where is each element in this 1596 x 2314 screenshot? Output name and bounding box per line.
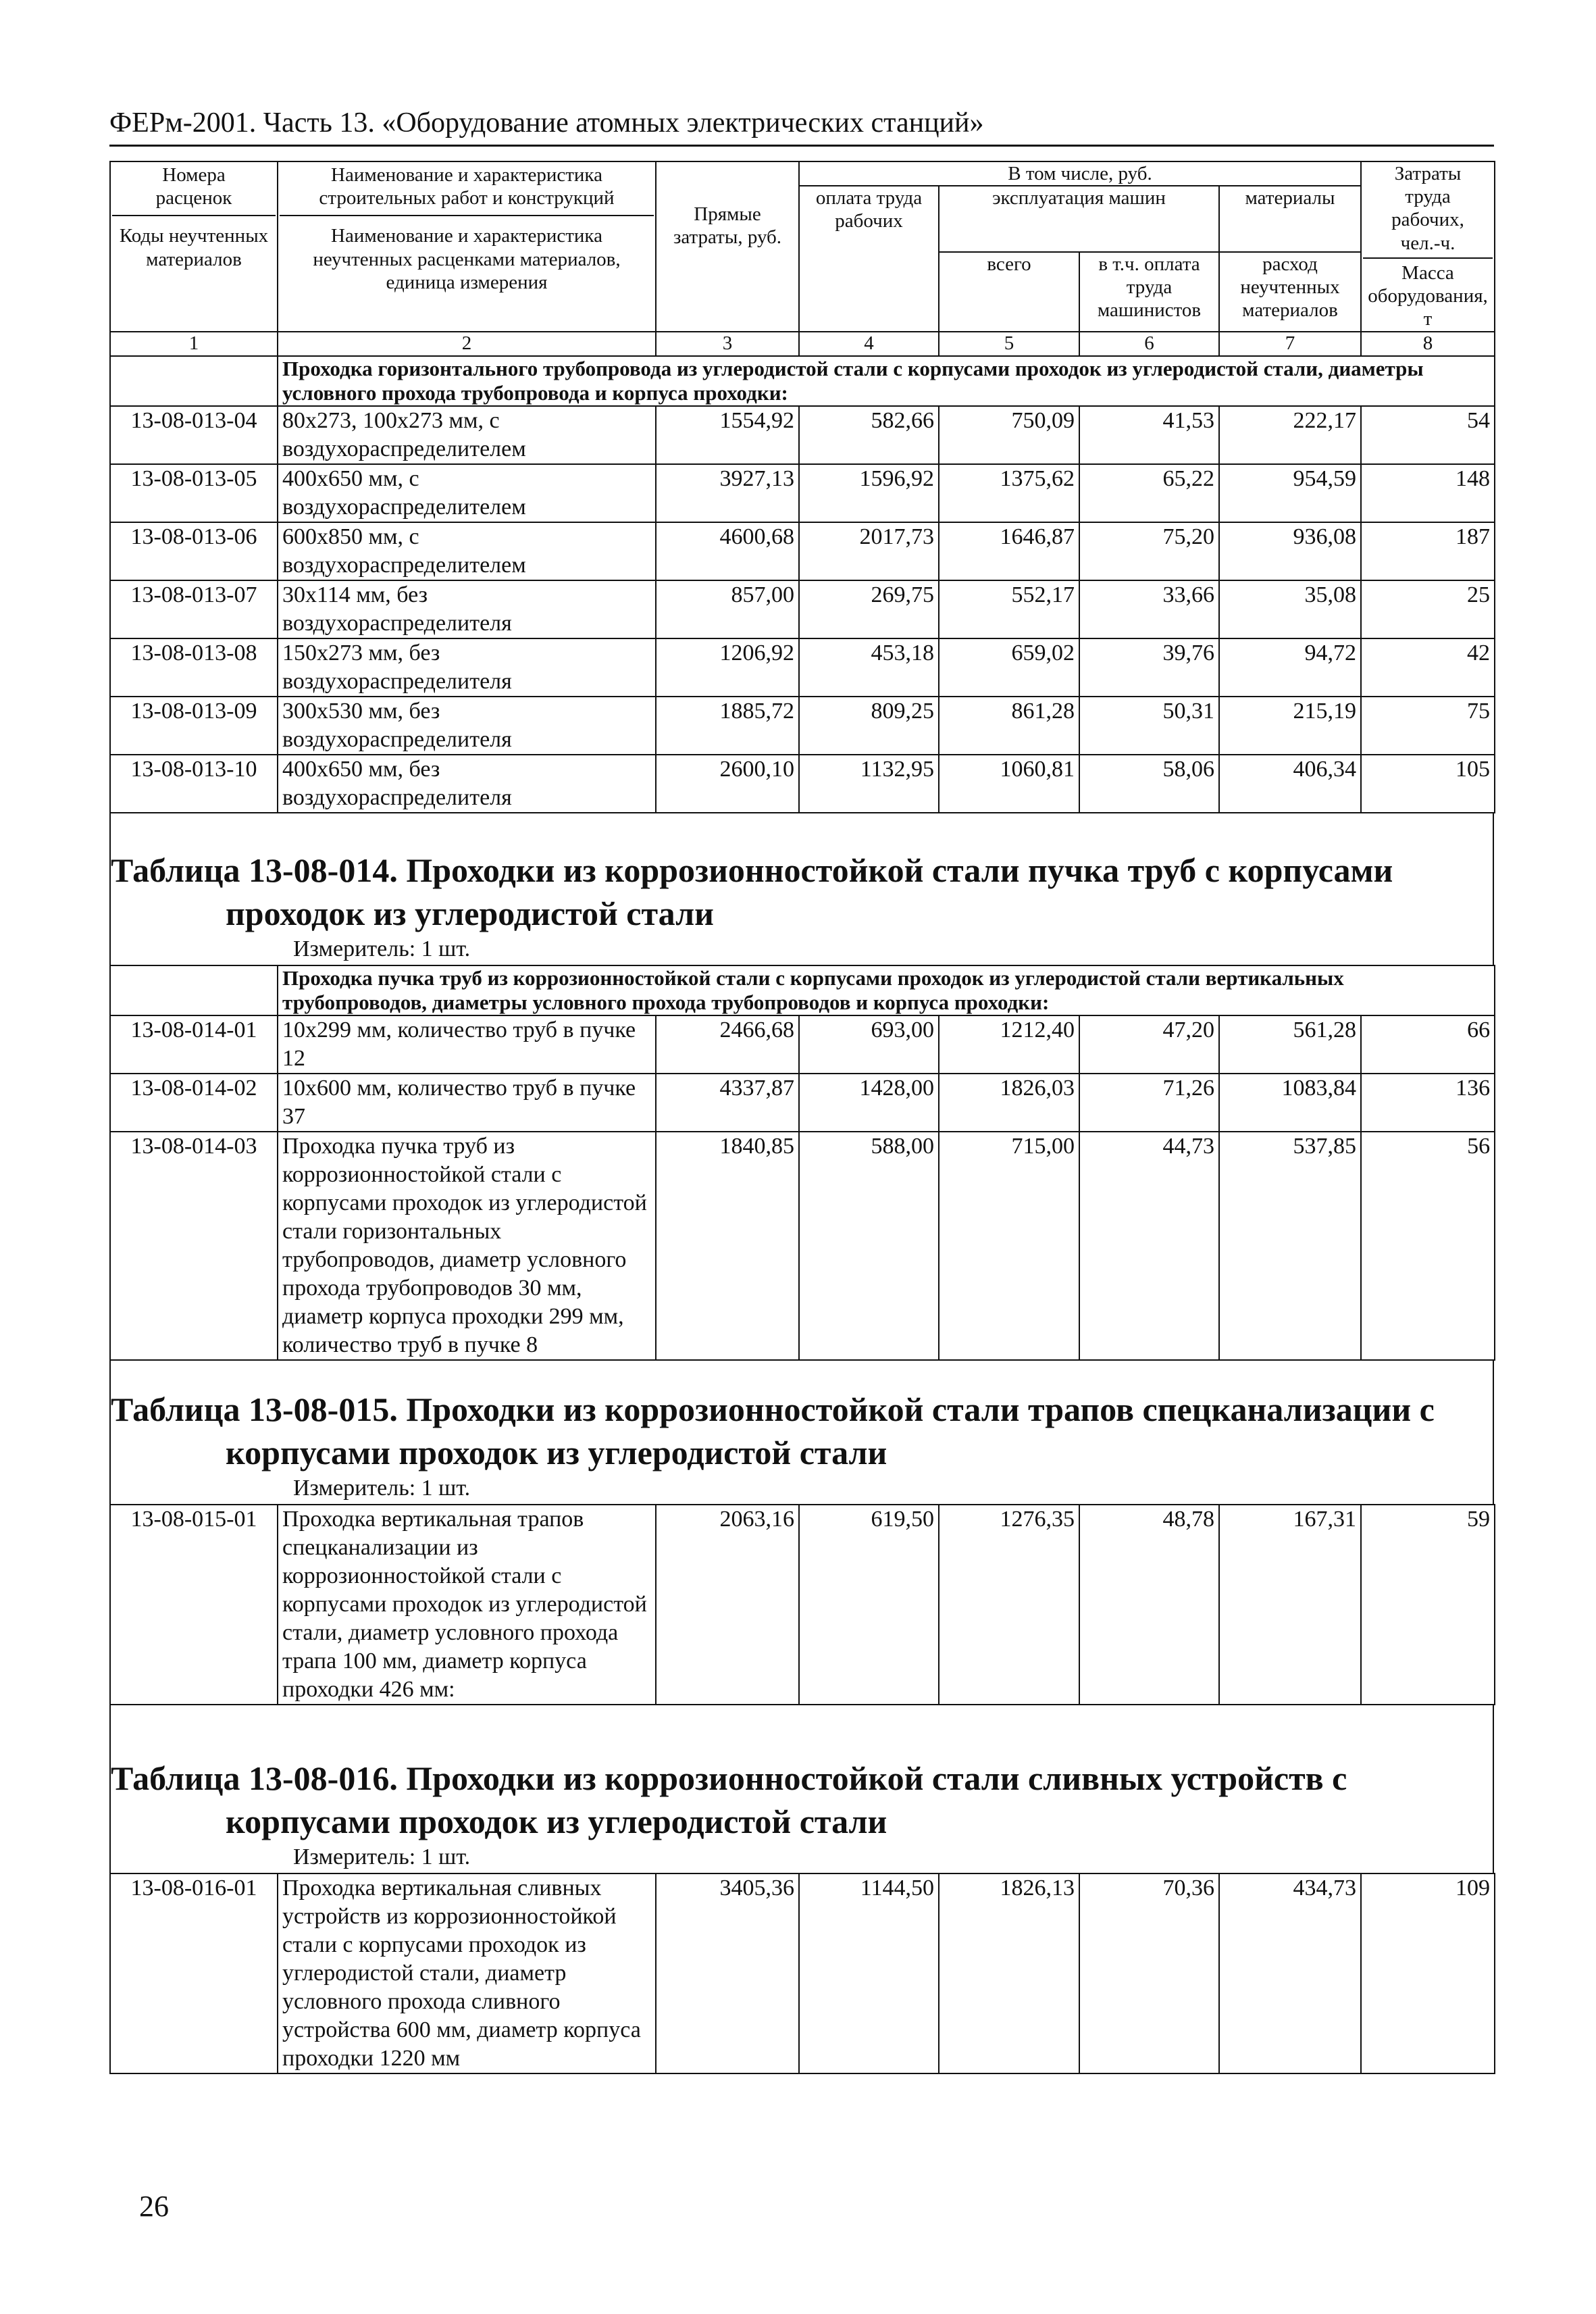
row-direct-cost: 4600,68 <box>656 522 799 580</box>
table-row <box>110 755 1495 813</box>
row-name: 400х650 мм, без воздухораспределителя <box>278 755 656 813</box>
exploitation-header: эксплуатация машин <box>939 186 1219 251</box>
col1-header <box>110 161 278 332</box>
row-labor-hours: 25 <box>1361 580 1495 638</box>
row-materials-cost: 434,73 <box>1219 1873 1361 2073</box>
row-labor-hours: 109 <box>1361 1873 1495 2073</box>
table-row <box>110 1132 1495 1360</box>
row-name: 80х273, 100х273 мм, с воздухораспределителем <box>278 406 656 464</box>
row-name: Проходка вертикальная сливных устройств из коррозионностойкой стали с корпусами проходок из углеродистой стали, диаметр условного прохода сливного устройства 600 мм, диаметр корпуса проходки 1220 мм <box>278 1873 656 2073</box>
row-name: 30х114 мм, без воздухораспределителя <box>278 580 656 638</box>
column-number: 4 <box>799 332 939 356</box>
row-materials-cost: 406,34 <box>1219 755 1361 813</box>
row-code: 13-08-014-02 <box>110 1074 278 1132</box>
column-number: 2 <box>278 332 656 356</box>
row-labor-cost: 1596,92 <box>799 464 939 522</box>
row-direct-cost: 1885,72 <box>656 697 799 755</box>
col2-top-label: Наименование и характеристика строительных работ и конструкций <box>319 164 615 209</box>
col3-header: Прямые затраты, руб. <box>656 161 799 332</box>
table-row <box>110 1074 1495 1132</box>
col8-top-label: Затраты труда рабочих, чел.-ч. <box>1391 163 1464 254</box>
group-header: В том числе, руб. <box>799 161 1361 186</box>
row-materials-cost: 222,17 <box>1219 406 1361 464</box>
col2-bottom-label: Наименование и характеристика неучтенных расценками материалов, единица измерения <box>313 225 621 293</box>
row-machines-cost: 1826,13 <box>939 1873 1079 2073</box>
row-materials-cost: 936,08 <box>1219 522 1361 580</box>
row-materials-cost: 537,85 <box>1219 1132 1361 1360</box>
row-labor-cost: 588,00 <box>799 1132 939 1360</box>
row-operators-cost: 33,66 <box>1079 580 1219 638</box>
table-014-measure: Измеритель: 1 шт. <box>293 936 471 961</box>
row-operators-cost: 39,76 <box>1079 638 1219 697</box>
col6-header: в т.ч. оплата труда машинистов <box>1079 252 1219 332</box>
table-row <box>110 406 1495 464</box>
document-body <box>109 161 1494 2074</box>
row-labor-hours: 136 <box>1361 1074 1495 1132</box>
row-operators-cost: 41,53 <box>1079 406 1219 464</box>
row-materials-cost: 94,72 <box>1219 638 1361 697</box>
table-014-title-block <box>109 813 1494 965</box>
table-row <box>110 697 1495 755</box>
row-operators-cost: 65,22 <box>1079 464 1219 522</box>
table-row <box>110 1015 1495 1074</box>
section-heading: Проходка горизонтального трубопровода из углеродистой стали с корпусами проходок из углеродистой стали, диаметры условного прохода трубопровода и корпуса проходки: <box>278 356 1495 406</box>
row-machines-cost: 552,17 <box>939 580 1079 638</box>
row-labor-hours: 187 <box>1361 522 1495 580</box>
page-header: ФЕРм-2001. Часть 13. «Оборудование атомных электрических станций» <box>109 107 1494 147</box>
column-number: 8 <box>1361 332 1495 356</box>
table-014 <box>109 965 1495 1361</box>
row-labor-cost: 582,66 <box>799 406 939 464</box>
row-operators-cost: 70,36 <box>1079 1873 1219 2073</box>
row-machines-cost: 861,28 <box>939 697 1079 755</box>
row-code: 13-08-014-01 <box>110 1015 278 1074</box>
row-machines-cost: 1276,35 <box>939 1505 1079 1705</box>
table-016 <box>109 1873 1495 2074</box>
table-015-title-block <box>109 1361 1494 1504</box>
row-code: 13-08-013-05 <box>110 464 278 522</box>
col8-header <box>1361 161 1495 332</box>
col4-header: оплата труда рабочих <box>799 186 939 331</box>
table-016-title: Таблица 13-08-016. Проходки из коррозионностойкой стали сливных устройств с корпусами проходок из углеродистой стали <box>111 1759 1347 1840</box>
row-machines-cost: 1826,03 <box>939 1074 1079 1132</box>
row-direct-cost: 1206,92 <box>656 638 799 697</box>
row-direct-cost: 3927,13 <box>656 464 799 522</box>
row-labor-cost: 269,75 <box>799 580 939 638</box>
col1-bottom-label: Коды неучтенных материалов <box>119 225 269 270</box>
row-materials-cost: 167,31 <box>1219 1505 1361 1705</box>
row-labor-hours: 59 <box>1361 1505 1495 1705</box>
row-labor-cost: 809,25 <box>799 697 939 755</box>
row-machines-cost: 715,00 <box>939 1132 1079 1360</box>
row-machines-cost: 1646,87 <box>939 522 1079 580</box>
row-operators-cost: 47,20 <box>1079 1015 1219 1074</box>
materials-header: материалы <box>1219 186 1361 251</box>
row-name: Проходка пучка труб из коррозионностойкой стали с корпусами проходок из углеродистой стали горизонтальных трубопроводов, диаметр условного прохода трубопроводов 30 мм, диаметр корпуса проходки 299 мм, количество труб в пучке 8 <box>278 1132 656 1360</box>
col1-top-label: Номера расценок <box>155 164 232 209</box>
section-heading: Проходка пучка труб из коррозионностойкой стали с корпусами проходок из углеродистой стали вертикальных трубопроводов, диаметры условного прохода трубопроводов и корпуса проходки: <box>278 965 1495 1015</box>
row-name: 150х273 мм, без воздухораспределителя <box>278 638 656 697</box>
column-number: 5 <box>939 332 1079 356</box>
row-name: 10х600 мм, количество труб в пучке 37 <box>278 1074 656 1132</box>
row-code: 13-08-013-04 <box>110 406 278 464</box>
table-015-measure: Измеритель: 1 шт. <box>293 1475 471 1501</box>
row-code: 13-08-016-01 <box>110 1873 278 2073</box>
table-row <box>110 522 1495 580</box>
table-014-title: Таблица 13-08-014. Проходки из коррозионностойкой стали пучка труб с корпусами проходок из углеродистой стали <box>111 851 1393 932</box>
column-number: 3 <box>656 332 799 356</box>
section-013 <box>110 356 1495 813</box>
table-row <box>110 1873 1495 2073</box>
row-operators-cost: 71,26 <box>1079 1074 1219 1132</box>
row-code: 13-08-013-08 <box>110 638 278 697</box>
table-row <box>110 1505 1495 1705</box>
row-labor-hours: 148 <box>1361 464 1495 522</box>
row-materials-cost: 1083,84 <box>1219 1074 1361 1132</box>
row-operators-cost: 58,06 <box>1079 755 1219 813</box>
table-row <box>110 638 1495 697</box>
row-labor-hours: 75 <box>1361 697 1495 755</box>
col2-header <box>278 161 656 332</box>
row-materials-cost: 35,08 <box>1219 580 1361 638</box>
row-labor-cost: 1144,50 <box>799 1873 939 2073</box>
row-materials-cost: 561,28 <box>1219 1015 1361 1074</box>
col7-header: расход неучтенных материалов <box>1219 252 1361 332</box>
row-machines-cost: 750,09 <box>939 406 1079 464</box>
row-labor-cost: 2017,73 <box>799 522 939 580</box>
row-operators-cost: 48,78 <box>1079 1505 1219 1705</box>
row-name: 400х650 мм, с воздухораспределителем <box>278 464 656 522</box>
col8-bottom-label: Масса оборудования, т <box>1368 261 1488 330</box>
row-code: 13-08-013-06 <box>110 522 278 580</box>
column-number: 7 <box>1219 332 1361 356</box>
row-code: 13-08-015-01 <box>110 1505 278 1705</box>
row-name: 600х850 мм, с воздухораспределителем <box>278 522 656 580</box>
col5-header: всего <box>939 252 1079 332</box>
row-direct-cost: 4337,87 <box>656 1074 799 1132</box>
row-operators-cost: 75,20 <box>1079 522 1219 580</box>
row-code: 13-08-013-10 <box>110 755 278 813</box>
row-materials-cost: 215,19 <box>1219 697 1361 755</box>
row-labor-cost: 693,00 <box>799 1015 939 1074</box>
row-materials-cost: 954,59 <box>1219 464 1361 522</box>
row-machines-cost: 659,02 <box>939 638 1079 697</box>
row-labor-cost: 1132,95 <box>799 755 939 813</box>
row-direct-cost: 1840,85 <box>656 1132 799 1360</box>
row-name: 10х299 мм, количество труб в пучке 12 <box>278 1015 656 1074</box>
table-016-measure: Измеритель: 1 шт. <box>293 1844 471 1869</box>
row-labor-hours: 56 <box>1361 1132 1495 1360</box>
row-code: 13-08-013-07 <box>110 580 278 638</box>
table-015-title: Таблица 13-08-015. Проходки из коррозионностойкой стали трапов спецканализации с корпусами проходок из углеродистой стали <box>111 1390 1435 1472</box>
row-direct-cost: 2063,16 <box>656 1505 799 1705</box>
row-direct-cost: 2600,10 <box>656 755 799 813</box>
row-labor-cost: 453,18 <box>799 638 939 697</box>
row-direct-cost: 2466,68 <box>656 1015 799 1074</box>
table-header <box>110 161 1495 356</box>
table-016-title-block <box>109 1705 1494 1873</box>
row-labor-hours: 54 <box>1361 406 1495 464</box>
row-direct-cost: 3405,36 <box>656 1873 799 2073</box>
row-labor-cost: 619,50 <box>799 1505 939 1705</box>
row-direct-cost: 1554,92 <box>656 406 799 464</box>
table-row <box>110 464 1495 522</box>
row-labor-cost: 1428,00 <box>799 1074 939 1132</box>
row-code: 13-08-013-09 <box>110 697 278 755</box>
row-labor-hours: 66 <box>1361 1015 1495 1074</box>
page-number: 26 <box>139 2190 169 2223</box>
row-labor-hours: 105 <box>1361 755 1495 813</box>
row-machines-cost: 1375,62 <box>939 464 1079 522</box>
table-013 <box>109 161 1495 813</box>
column-number: 6 <box>1079 332 1219 356</box>
row-name: 300х530 мм, без воздухораспределителя <box>278 697 656 755</box>
row-name: Проходка вертикальная трапов спецканализации из коррозионностойкой стали с корпусами проходок из углеродистой стали, диаметр условного прохода трапа 100 мм, диаметр корпуса проходки 426 мм: <box>278 1505 656 1705</box>
row-code: 13-08-014-03 <box>110 1132 278 1360</box>
column-number: 1 <box>110 332 278 356</box>
row-operators-cost: 44,73 <box>1079 1132 1219 1360</box>
table-015 <box>109 1504 1495 1705</box>
table-row <box>110 580 1495 638</box>
row-labor-hours: 42 <box>1361 638 1495 697</box>
row-machines-cost: 1212,40 <box>939 1015 1079 1074</box>
row-direct-cost: 857,00 <box>656 580 799 638</box>
row-operators-cost: 50,31 <box>1079 697 1219 755</box>
row-machines-cost: 1060,81 <box>939 755 1079 813</box>
